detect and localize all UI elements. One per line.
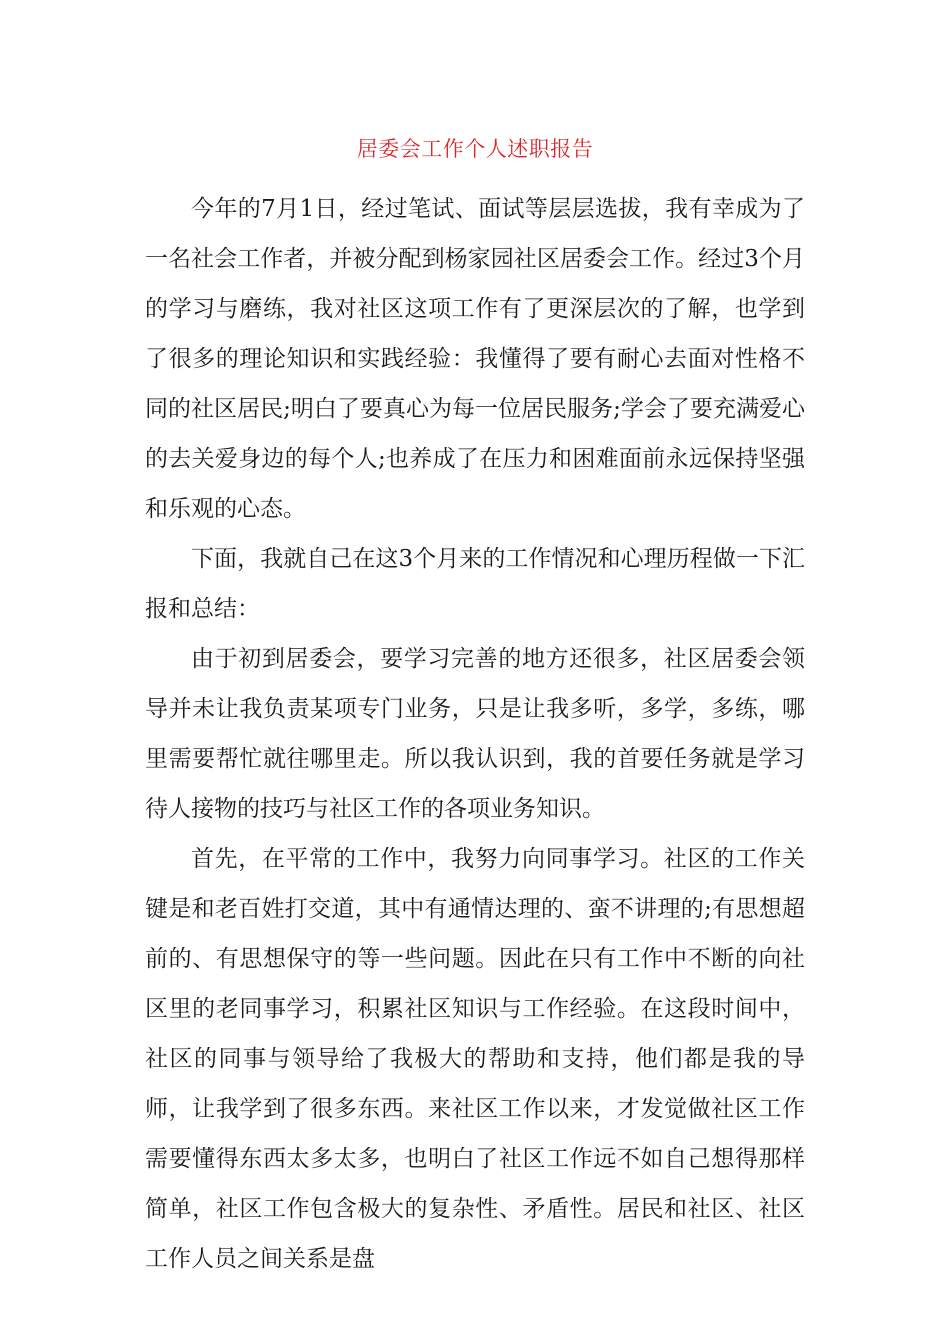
document-body	[145, 184, 805, 1284]
paragraph: 由于初到居委会，要学习完善的地方还很多，社区居委会领导并未让我负责某项专门业务，只是让我多听，多学，多练，哪里需要帮忙就往哪里走。所以我认识到，我的首要任务就是学习待人接物的技巧与社区工作的各项业务知识。	[145, 646, 805, 822]
paragraph: 首先，在平常的工作中，我努力向同事学习。社区的工作关键是和老百姓打交道，其中有通情达理的、蛮不讲理的;有思想超前的、有思想保守的等一些问题。因此在只有工作中不断的向社区里的老同事学习，积累社区知识与工作经验。在这段时间中，社区的同事与领导给了我极大的帮助和支持，他们都是我的导师，让我学到了很多东西。来社区工作以来，才发觉做社区工作需要懂得东西太多太多，也明白了社区工作远不如自己想得那样简单，社区工作包含极大的复杂性、矛盾性。居民和社区、社区工作人员之间关系是盘	[145, 846, 805, 1272]
paragraph: 下面，我就自己在这3个月来的工作情况和心理历程做一下汇报和总结：	[145, 546, 805, 622]
paragraph: 今年的7月1日，经过笔试、面试等层层选拔，我有幸成为了一名社会工作者，并被分配到杨家园社区居委会工作。经过3个月的学习与磨练，我对社区这项工作有了更深层次的了解，也学到了很多的理论知识和实践经验：我懂得了要有耐心去面对性格不同的社区居民;明白了要真心为每一位居民服务;学会了要充满爱心的去关爱身边的每个人;也养成了在压力和困难面前永远保持坚强和乐观的心态。	[145, 196, 805, 522]
document-title: 居委会工作个人述职报告	[356, 137, 594, 161]
